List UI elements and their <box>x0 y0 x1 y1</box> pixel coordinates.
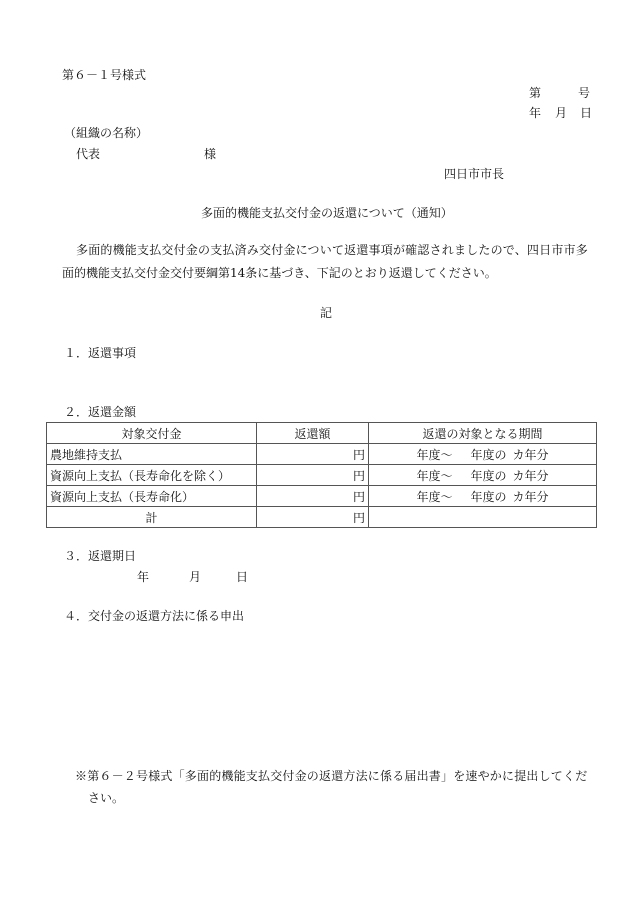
recipient-honorific: 様 <box>204 147 217 161</box>
period-from: 年度～ <box>416 489 453 504</box>
period-from: 年度～ <box>416 468 453 483</box>
table-row <box>47 465 597 486</box>
recipient-org: （組織の名称） <box>64 126 149 140</box>
period-to: 年度の <box>470 447 507 462</box>
row-amount: 円 <box>257 486 369 507</box>
section-2: ２．返還金額 <box>64 405 137 419</box>
date-month: 月 <box>555 106 568 120</box>
body-line-2: 面的機能支払交付金交付要綱第14条に基づき、下記のとおり返還してください。 <box>62 266 497 280</box>
row-name: 資源向上支払（長寿命化を除く） <box>47 465 257 486</box>
doc-title: 多面的機能支払交付金の返還について（通知） <box>201 206 453 220</box>
row-name: 資源向上支払（長寿命化） <box>47 486 257 507</box>
period-to: 年度の <box>470 468 507 483</box>
recipient-rep: 代表 <box>76 147 101 161</box>
due-year: 年 <box>137 570 150 584</box>
total-label: 計 <box>47 507 257 528</box>
header-amount: 返還額 <box>257 423 369 444</box>
table-row <box>47 486 597 507</box>
note-line-1: ※第６－２号様式「多面的機能支払交付金の返還方法に係る届出書」を速やかに提出してくだ <box>75 769 588 783</box>
period-years: カ年分 <box>512 468 549 483</box>
row-period <box>369 444 597 465</box>
section-1: １．返還事項 <box>64 346 137 360</box>
total-amount: 円 <box>257 507 369 528</box>
body-line-1: 多面的機能支払交付金の支払済み交付金について返還事項が確認されましたので、四日市市多 <box>76 243 588 257</box>
refund-table <box>46 422 597 528</box>
period-years: カ年分 <box>512 447 549 462</box>
row-amount: 円 <box>257 465 369 486</box>
note-line-2: さい。 <box>88 791 125 805</box>
doc-no-prefix: 第 <box>529 86 542 100</box>
doc-no-suffix: 号 <box>578 86 591 100</box>
table-row <box>47 444 597 465</box>
total-period <box>369 507 597 528</box>
period-years: カ年分 <box>512 489 549 504</box>
header-subsidy: 対象交付金 <box>47 423 257 444</box>
section-4: ４．交付金の返還方法に係る申出 <box>64 609 245 623</box>
form-number: 第６－１号様式 <box>62 68 147 82</box>
table-header-row <box>47 423 597 444</box>
date-year: 年 <box>529 106 542 120</box>
period-to: 年度の <box>470 489 507 504</box>
row-period <box>369 486 597 507</box>
due-day: 日 <box>236 570 249 584</box>
period-from: 年度～ <box>416 447 453 462</box>
date-day: 日 <box>580 106 593 120</box>
due-month: 月 <box>189 570 202 584</box>
row-name: 農地維持支払 <box>47 444 257 465</box>
row-period <box>369 465 597 486</box>
section-3: ３．返還期日 <box>64 549 137 563</box>
table-total-row <box>47 507 597 528</box>
header-period: 返還の対象となる期間 <box>369 423 597 444</box>
row-amount: 円 <box>257 444 369 465</box>
sender: 四日市市長 <box>444 167 505 181</box>
ki-heading: 記 <box>320 306 333 320</box>
